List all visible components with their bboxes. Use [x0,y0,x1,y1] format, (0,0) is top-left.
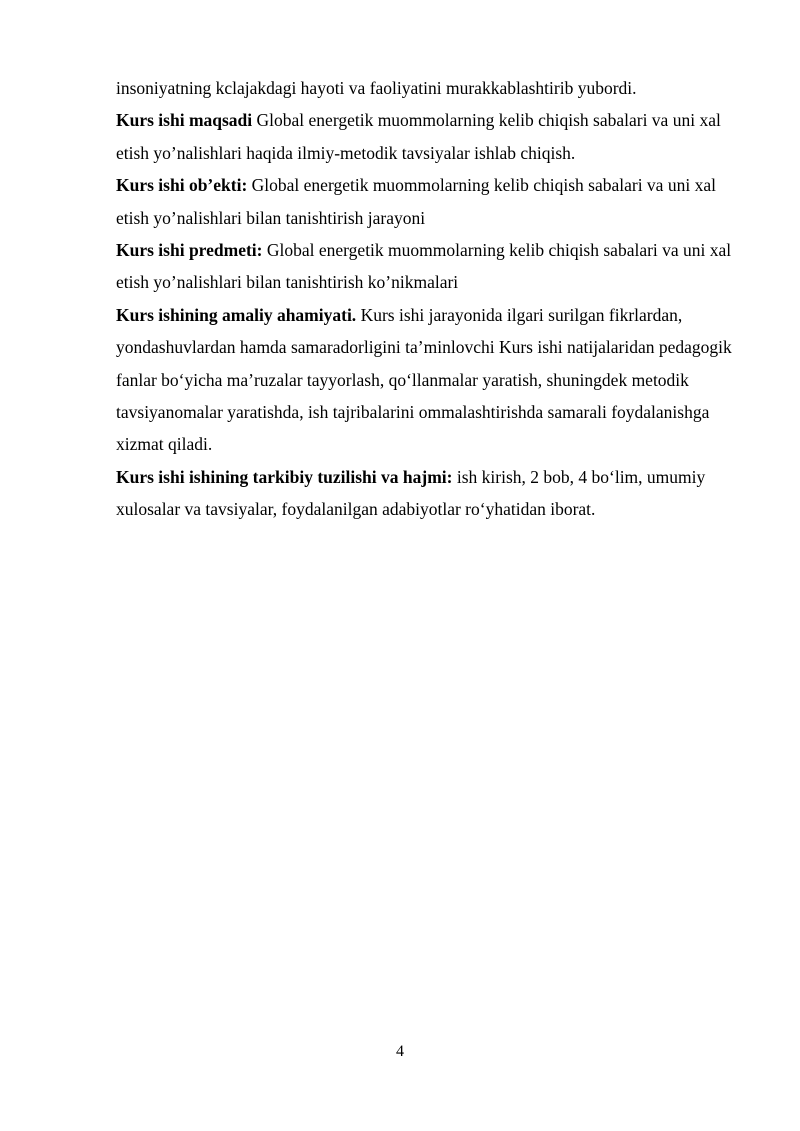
practical-significance-heading: Kurs ishining amaliy ahamiyati. [116,304,357,325]
page-number: 4 [396,1043,404,1060]
goal-text: Global energetik muommolarning kelib chiqish sabalari va uni xal etish yo’nalishlari haqida ilmiy-metodik tavsiyalar ishlab chiqish. [116,110,721,163]
object-heading: Kurs ishi ob’ekti: [116,175,248,196]
goal-paragraph [116,104,740,169]
object-paragraph [116,169,740,234]
subject-text: Global energetik muommolarning kelib chiqish sabalari va uni xal etish yo’nalishlari bilan tanishtirish ko’nikmalari [116,240,732,293]
structure-heading: Kurs ishi ishining tarkibiy tuzilishi va hajmi: [116,466,453,487]
intro-paragraph: insoniyatning kclajakdagi hayoti va faoliyatini murakkablashtirib yubordi. [116,78,637,98]
page-body [116,72,740,526]
practical-significance-paragraph [116,299,740,461]
practical-significance-text: Kurs ishi jarayonida ilgari surilgan fikrlardan, yondashuvlardan hamda samaradorligini ta’minlovchi Kurs ishi natijalaridan pedagogik fanlar bo‘yicha ma’ruzalar tayyorlash, qo‘llanmalar yaratish, shuningdek metodik tavsiyanomalar yaratishda, ish tajribalarini ommalashtirishda samarali foydalanishga xizmat qiladi. [116,304,732,455]
structure-text: ish kirish, 2 bob, 4 bo‘lim, umumiy xulosalar va tavsiyalar, foydalanilgan adabiyotlar ro‘yhatidan iborat. [116,466,706,520]
subject-paragraph [116,234,740,299]
subject-heading: Kurs ishi predmeti: [116,240,263,261]
structure-paragraph [116,461,740,526]
object-text: Global energetik muommolarning kelib chiqish sabalari va uni xal etish yo’nalishlari bilan tanishtirish jarayoni [116,175,716,228]
goal-heading: Kurs ishi maqsadi [116,110,253,131]
